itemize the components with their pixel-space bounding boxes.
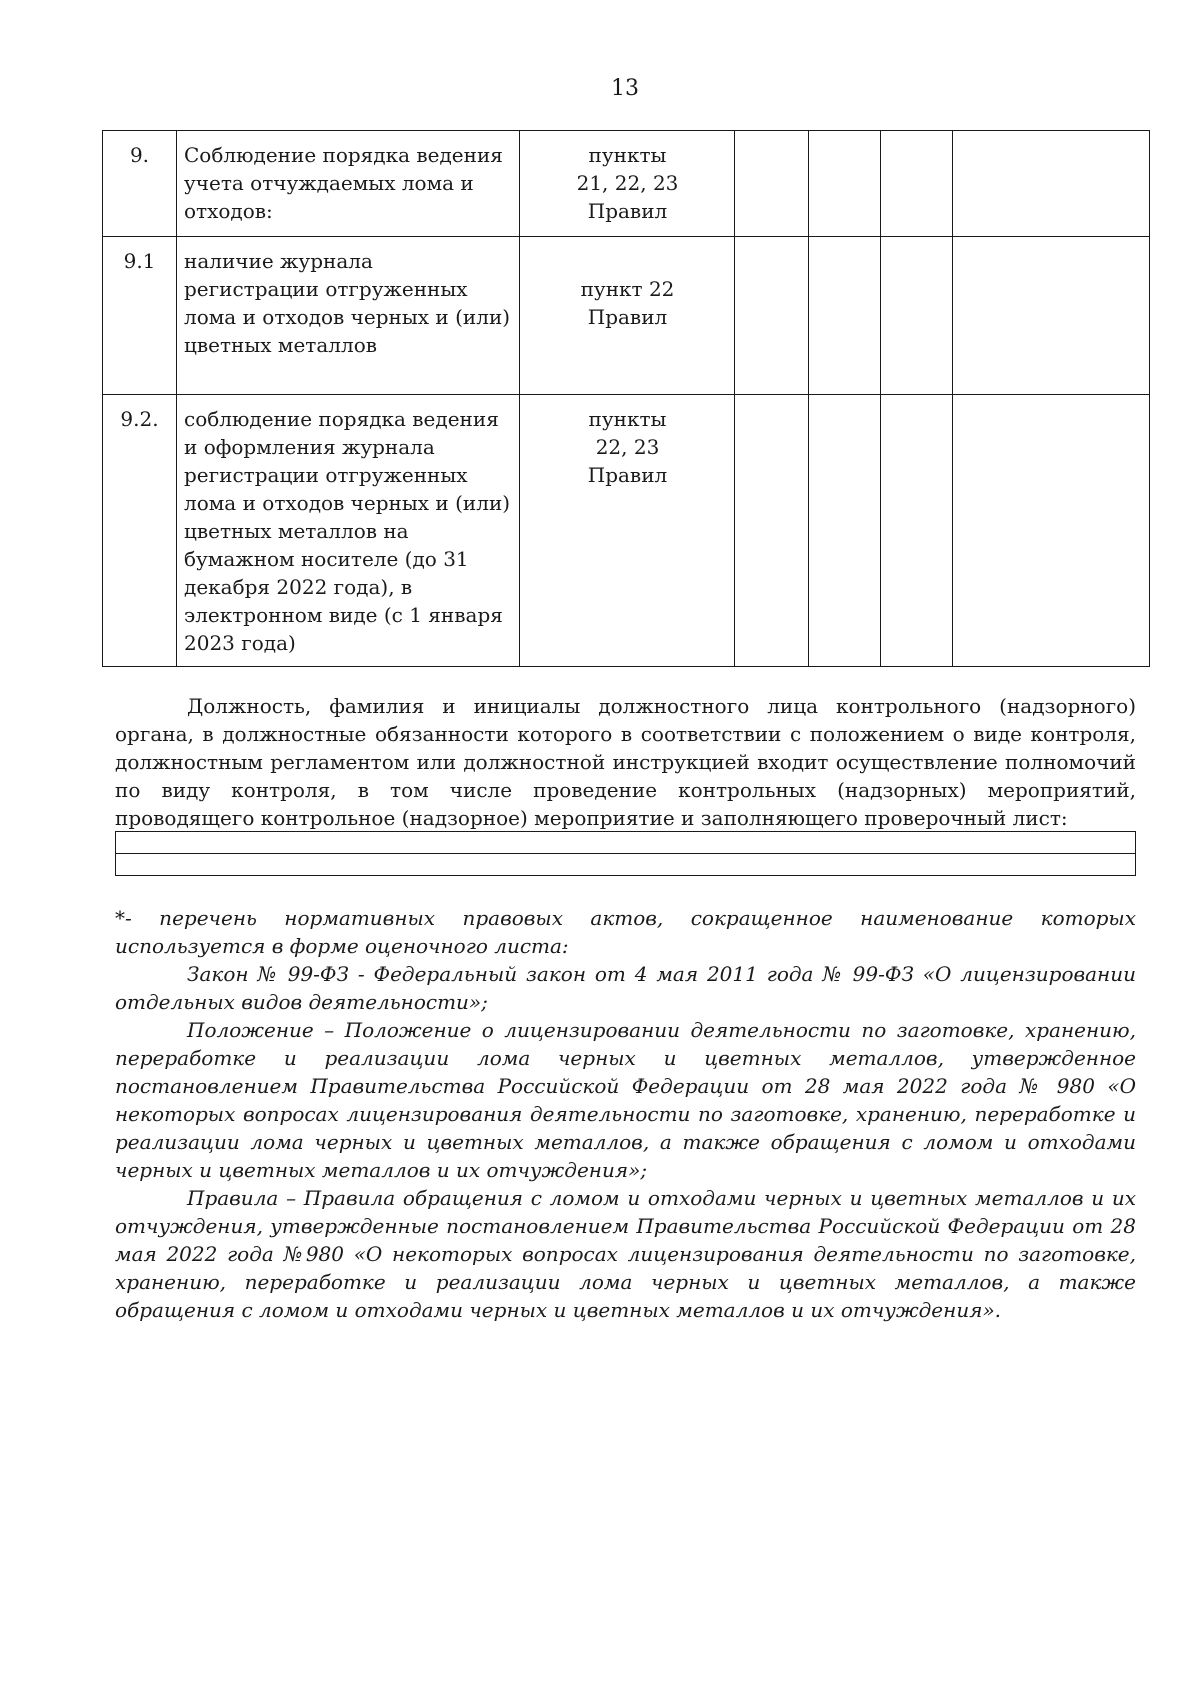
legal-reference: пункт 22 Правил: [520, 237, 735, 395]
item-number: 9.1: [103, 237, 177, 395]
notes-cell[interactable]: [953, 237, 1150, 395]
notes-cell[interactable]: [953, 395, 1150, 667]
answer-cell-na[interactable]: [881, 237, 953, 395]
table-row: [103, 237, 1150, 395]
checklist-table: [102, 130, 1150, 667]
signer-field-line-1[interactable]: [116, 832, 1135, 853]
item-number: 9.: [103, 131, 177, 237]
footnote-intro: *- перечень нормативных правовых актов, сокращенное наименование которых используется в форме оценочного листа:: [115, 906, 1136, 958]
footnote-regulation: Положение – Положение о лицензировании деятельности по заготовке, хранению, переработке и реализации лома черных и цветных металлов, утвержденное постановлением Правительства Российской Федерации от 28 мая 2022 года № 980 «О некоторых вопросах лицензирования деятельности по заготовке, хранению, переработке и реализации лома черных и цветных металлов, а также обращения с ломом и отходами черных и цветных металлов и их отчуждения»;: [115, 1018, 1136, 1182]
signer-fields: [115, 831, 1136, 876]
footnote-rules: Правила – Правила обращения с ломом и отходами черных и цветных металлов и их отчуждения, утвержденные постановлением Правительства Российской Федерации от 28 мая 2022 года №980 «О некоторых вопросах лицензирования деятельности по заготовке, хранению, переработке и реализации лома черных и цветных металлов, а также обращения с ломом и отходами черных и цветных металлов и их отчуждения».: [115, 1186, 1136, 1322]
item-number: 9.2.: [103, 395, 177, 667]
requirement-text: Соблюдение порядка ведения учета отчуждаемых лома и отходов:: [177, 131, 520, 237]
legal-reference: пункты 22, 23 Правил: [520, 395, 735, 667]
answer-cell-yes[interactable]: [735, 237, 809, 395]
footnote-law: Закон № 99-ФЗ - Федеральный закон от 4 мая 2011 года № 99-ФЗ «О лицензировании отдельных видов деятельности»;: [115, 962, 1136, 1014]
answer-cell-na[interactable]: [881, 395, 953, 667]
notes-cell[interactable]: [953, 131, 1150, 237]
table-row: [103, 131, 1150, 237]
answer-cell-na[interactable]: [881, 131, 953, 237]
signer-field-line-2[interactable]: [116, 853, 1135, 875]
answer-cell-no[interactable]: [809, 237, 881, 395]
footnotes: [115, 904, 1136, 1324]
legal-reference: пункты 21, 22, 23 Правил: [520, 131, 735, 237]
requirement-text: соблюдение порядка ведения и оформления журнала регистрации отгруженных лома и отходов черных и (или) цветных металлов на бумажном носителе (до 31 декабря 2022 года), в электронном виде (с 1 января 2023 года): [177, 395, 520, 667]
table-row: [103, 395, 1150, 667]
signer-paragraph: Должность, фамилия и инициалы должностного лица контрольного (надзорного) органа, в должностные обязанности которого в соответствии с положением о виде контроля, должностным регламентом или должностной инструкцией входит осуществление полномочий по виду контроля, в том числе проведение контрольных (надзорных) мероприятий, проводящего контрольное (надзорное) мероприятие и заполняющего проверочный лист:: [115, 694, 1136, 830]
answer-cell-no[interactable]: [809, 395, 881, 667]
requirement-text: наличие журнала регистрации отгруженных лома и отходов черных и (или) цветных металлов: [177, 237, 520, 395]
answer-cell-yes[interactable]: [735, 131, 809, 237]
answer-cell-no[interactable]: [809, 131, 881, 237]
answer-cell-yes[interactable]: [735, 395, 809, 667]
page-number: 13: [611, 76, 639, 101]
